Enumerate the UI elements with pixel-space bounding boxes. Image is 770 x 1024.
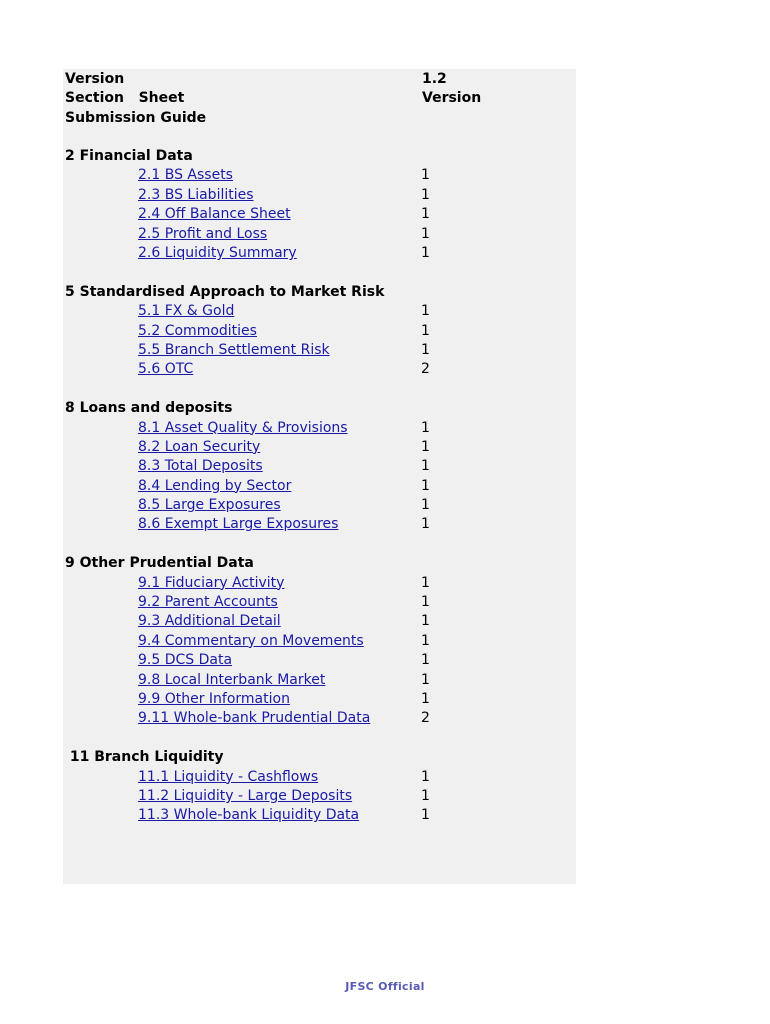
section [63, 283, 576, 380]
sheet-row [63, 632, 576, 651]
sheet-link[interactable]: 9.9 Other Information [138, 691, 290, 707]
header-version-column-label: Version [422, 90, 482, 107]
sheet-version: 1 [421, 458, 430, 475]
sheet-link[interactable]: 11.3 Whole-bank Liquidity Data [138, 807, 360, 824]
sheet-version: 1 [421, 419, 430, 436]
sheet-link[interactable]: 5.6 OTC [138, 361, 194, 378]
header-right [422, 70, 481, 109]
section-title: 8 Loans and deposits [65, 400, 233, 417]
header-left [65, 70, 206, 128]
sheet-version: 1 [421, 167, 430, 184]
sheet-link[interactable]: 5.5 Branch Settlement Risk [138, 341, 330, 358]
sheet-row [63, 690, 576, 709]
sheet-version: 1 [421, 206, 430, 223]
sheet-link[interactable]: 5.2 Commodities [138, 322, 257, 339]
sheet-link[interactable]: 2.3 BS Liabilities [138, 186, 254, 203]
sheet-row [63, 225, 576, 244]
sheet-version: 1 [421, 671, 430, 688]
sheet-version: 1 [421, 322, 430, 339]
sheet-version: 1 [421, 594, 430, 611]
section-title: 11 Branch Liquidity [65, 749, 224, 766]
header-submission-guide-label: Submission Guide [65, 109, 207, 126]
header-version-number: 1.2 [422, 71, 447, 87]
sheet-version: 1 [421, 341, 430, 358]
sheet-link[interactable]: 2.5 Profit and Loss [138, 225, 268, 242]
sheet-link[interactable]: 9.11 Whole-bank Prudential Data [138, 710, 371, 727]
sheet-version: 1 [421, 477, 430, 494]
sheet-version: 1 [421, 574, 430, 591]
section [63, 399, 576, 535]
sheet-version: 1 [421, 438, 430, 455]
sheet-link[interactable]: 8.6 Exempt Large Exposures [138, 516, 339, 533]
sheet-row [63, 515, 576, 534]
sheet-link[interactable]: 9.8 Local Interbank Market [138, 671, 326, 688]
sheet-version: 1 [421, 787, 430, 804]
section [63, 147, 576, 263]
sheet-row [63, 302, 576, 321]
sheet-version: 1 [421, 807, 430, 824]
sheet-version: 1 [421, 303, 430, 320]
sheet-version: 1 [421, 186, 430, 203]
sheet-row [63, 787, 576, 806]
footer-classification: JFSC Official [345, 980, 425, 993]
sheet-version: 1 [421, 632, 430, 649]
sheet-link[interactable]: 9.2 Parent Accounts [138, 594, 278, 611]
section-title: 5 Standardised Approach to Market Risk [65, 283, 385, 300]
sheet-link[interactable]: 8.2 Loan Security [138, 438, 261, 455]
sheet-link[interactable]: 8.4 Lending by Sector [138, 477, 292, 494]
sheet-row [63, 768, 576, 787]
sheet-row [63, 651, 576, 670]
submission-guide-sheet [63, 69, 576, 884]
sheet-version: 1 [421, 244, 430, 261]
sheet-row [63, 438, 576, 457]
sheet-version: 1 [421, 516, 430, 533]
sheet-row [63, 244, 576, 263]
sheet-row [63, 360, 576, 379]
sheet-row [63, 671, 576, 690]
sheet-row [63, 574, 576, 593]
section [63, 554, 576, 729]
sheet-link[interactable]: 2.4 Off Balance Sheet [138, 206, 291, 223]
sheet-version: 2 [421, 710, 430, 727]
sheet-link[interactable]: 8.3 Total Deposits [138, 458, 263, 475]
sheet-row [63, 477, 576, 496]
sheet-link[interactable]: 9.1 Fiduciary Activity [138, 574, 285, 591]
header-version-label: Version [65, 71, 125, 87]
header-section-sheet-label: Section Sheet [65, 90, 185, 107]
sheet-link[interactable]: 9.3 Additional Detail [138, 613, 281, 630]
section [63, 748, 576, 826]
sheet-row [63, 322, 576, 341]
sheet-row [63, 593, 576, 612]
sheet-version: 1 [421, 768, 430, 785]
sheet-link[interactable]: 9.4 Commentary on Movements [138, 632, 364, 649]
section-title: 9 Other Prudential Data [65, 555, 254, 572]
sheet-row [63, 166, 576, 185]
sheet-version: 1 [421, 613, 430, 630]
sheet-link[interactable]: 5.1 FX & Gold [138, 303, 235, 320]
sheet-version: 1 [421, 652, 430, 669]
sheet-row [63, 457, 576, 476]
sheet-version: 1 [421, 225, 430, 242]
sheet-row [63, 806, 576, 825]
sheet-row [63, 612, 576, 631]
sheet-row [63, 186, 576, 205]
section-title: 2 Financial Data [65, 148, 193, 164]
sheet-link[interactable]: 2.6 Liquidity Summary [138, 244, 297, 261]
sheet-link[interactable]: 11.1 Liquidity - Cashflows [138, 768, 319, 785]
sheet-row [63, 709, 576, 728]
sheet-version: 2 [421, 361, 430, 378]
sheet-link[interactable]: 8.5 Large Exposures [138, 497, 281, 514]
sheet-row [63, 419, 576, 438]
sheet-version: 1 [421, 691, 430, 707]
sheet-link[interactable]: 8.1 Asset Quality & Provisions [138, 419, 348, 436]
sheet-link[interactable]: 2.1 BS Assets [138, 167, 233, 184]
sheet-link[interactable]: 11.2 Liquidity - Large Deposits [138, 787, 353, 804]
sections-list [63, 147, 576, 845]
sheet-row [63, 496, 576, 515]
sheet-link[interactable]: 9.5 DCS Data [138, 652, 233, 669]
sheet-version: 1 [421, 497, 430, 514]
sheet-row [63, 205, 576, 224]
sheet-row [63, 341, 576, 360]
